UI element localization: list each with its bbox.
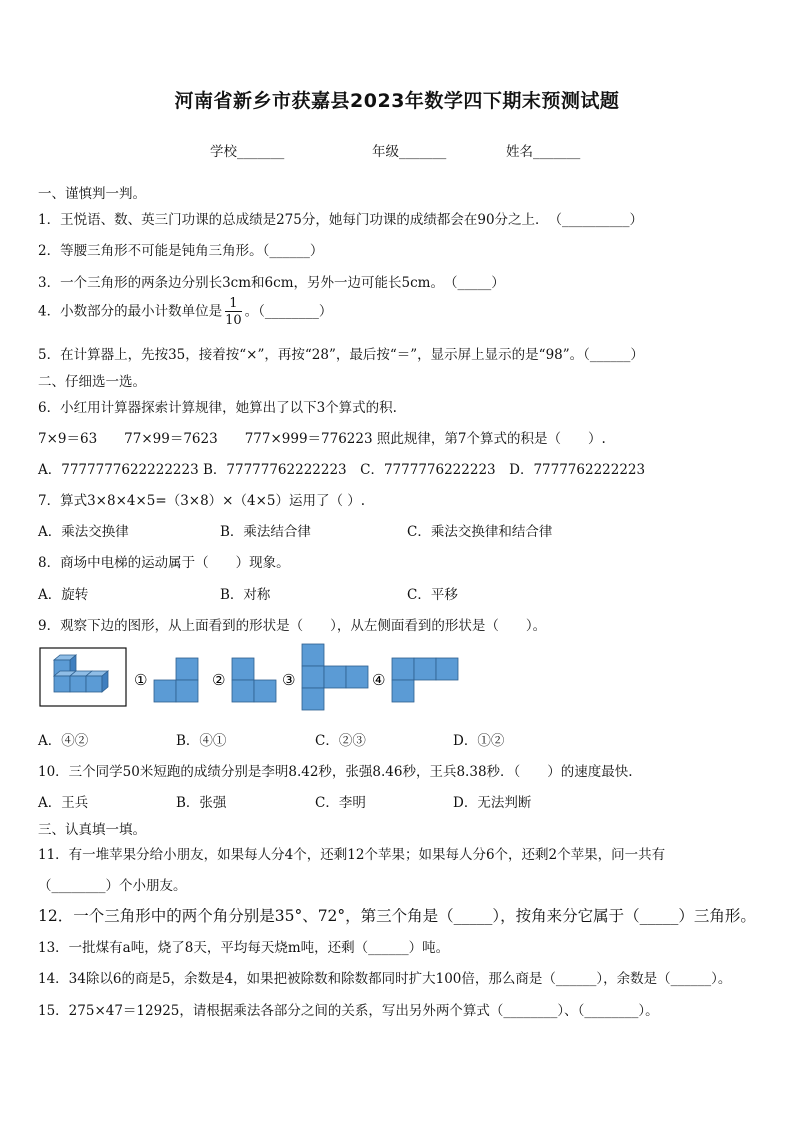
section2-heading: 二、仔细选一选。: [38, 374, 146, 390]
school-field: 学校_______: [210, 144, 285, 160]
question-9-option-a: A．④②: [38, 733, 89, 749]
question-3: 3．一个三角形的两条边分别长3cm和6cm，另外一边可能长5cm。 （_____）: [38, 275, 505, 291]
question-1: 1．王悦语、数、英三门功课的总成绩是275分，她每门功课的成绩都会在90分之上． （__________）: [38, 212, 644, 228]
question-8-option-c: C．平移: [407, 587, 458, 603]
question-10-option-a: A．王兵: [38, 795, 89, 811]
question-9-option-c: C．②③: [315, 733, 366, 749]
question-6-pattern: 7×9＝63 77×99＝7623 777×999＝776223 照此规律，第7个算式的积是（ ）.: [38, 431, 606, 447]
grade-field: 年级_______: [372, 144, 447, 160]
fraction-numerator: 1: [225, 297, 242, 312]
question-9-figure: [38, 640, 478, 716]
section3-heading: 三、认真填一填。: [38, 822, 146, 838]
label-2: ②: [212, 671, 226, 689]
question-11-continued: （________）个小朋友。: [38, 878, 187, 894]
question-9-option-b: B．④①: [176, 733, 227, 749]
fraction-denominator: 10: [225, 313, 242, 328]
shape-4-icon: [392, 658, 458, 702]
question-2: 2．等腰三角形不可能是钝角三角形。（______）: [38, 243, 324, 259]
shape-3-icon: [302, 644, 368, 710]
shape-2-icon: [232, 658, 276, 702]
question-10-option-b: B．张强: [176, 795, 227, 811]
page-title: 河南省新乡市获嘉县2023年数学四下期末预测试题: [174, 90, 620, 112]
question-15: 15．275×47＝12925，请根据乘法各部分之间的关系，写出另外两个算式（________）、（________）。: [38, 1003, 659, 1019]
question-7-option-c: C．乘法交换律和结合律: [407, 524, 553, 540]
shape-1-icon: [154, 658, 198, 702]
question-10: 10．三个同学50米短跑的成绩分别是李明8.42秒，张强8.46秒，王兵8.38秒．（ ）的速度最快.: [38, 764, 633, 780]
question-11: 11．有一堆苹果分给小朋友，如果每人分4个，还剩12个苹果；如果每人分6个，还剩2个苹果，问一共有: [38, 847, 666, 863]
question-12: 12．一个三角形中的两个角分别是35°、72°，第三个角是（_____），按角来分它属于（_____）三角形。: [38, 907, 756, 925]
question-10-option-d: D．无法判断: [453, 795, 532, 811]
question-4-text: 4．小数部分的最小计数单位是: [38, 303, 223, 320]
question-5: 5．在计算器上，先按35，接着按“×”，再按“28”，最后按“＝”，显示屏上显示的是“98”。（______）: [38, 347, 644, 363]
question-8: 8．商场中电梯的运动属于（ ）现象。: [38, 555, 290, 571]
fraction: [225, 297, 242, 327]
question-6: 6．小红用计算器探索计算规律，她算出了以下3个算式的积.: [38, 400, 397, 416]
question-7: 7．算式3×8×4×5=（3×8）×（4×5）运用了（ ）.: [38, 493, 366, 509]
question-13: 13．一批煤有a吨，烧了8天，平均每天烧m吨，还剩（______）吨。: [38, 940, 450, 956]
question-6-options: A．7777777622222223 B．77777762222223 C．7777776222223 D．7777762222223: [38, 462, 646, 478]
question-7-option-a: A．乘法交换律: [38, 524, 129, 540]
label-4: ④: [372, 671, 386, 689]
question-14: 14．34除以6的商是5，余数是4，如果把被除数和除数都同时扩大100倍，那么商是（______），余数是（______）。: [38, 971, 732, 987]
label-1: ①: [134, 671, 148, 689]
section1-heading: 一、谨慎判一判。: [38, 186, 146, 202]
question-8-option-b: B．对称: [220, 587, 271, 603]
question-7-option-b: B．乘法结合律: [220, 524, 311, 540]
question-10-option-c: C．李明: [315, 795, 366, 811]
name-field: 姓名_______: [506, 144, 581, 160]
question-9: 9．观察下边的图形，从上面看到的形状是（ ），从左侧面看到的形状是（ ）。: [38, 618, 547, 634]
question-4-blank: 。（________）: [244, 303, 333, 320]
question-8-option-a: A．旋转: [38, 587, 89, 603]
question-4: [38, 297, 332, 327]
question-9-option-d: D．①②: [453, 733, 505, 749]
label-3: ③: [282, 671, 296, 689]
